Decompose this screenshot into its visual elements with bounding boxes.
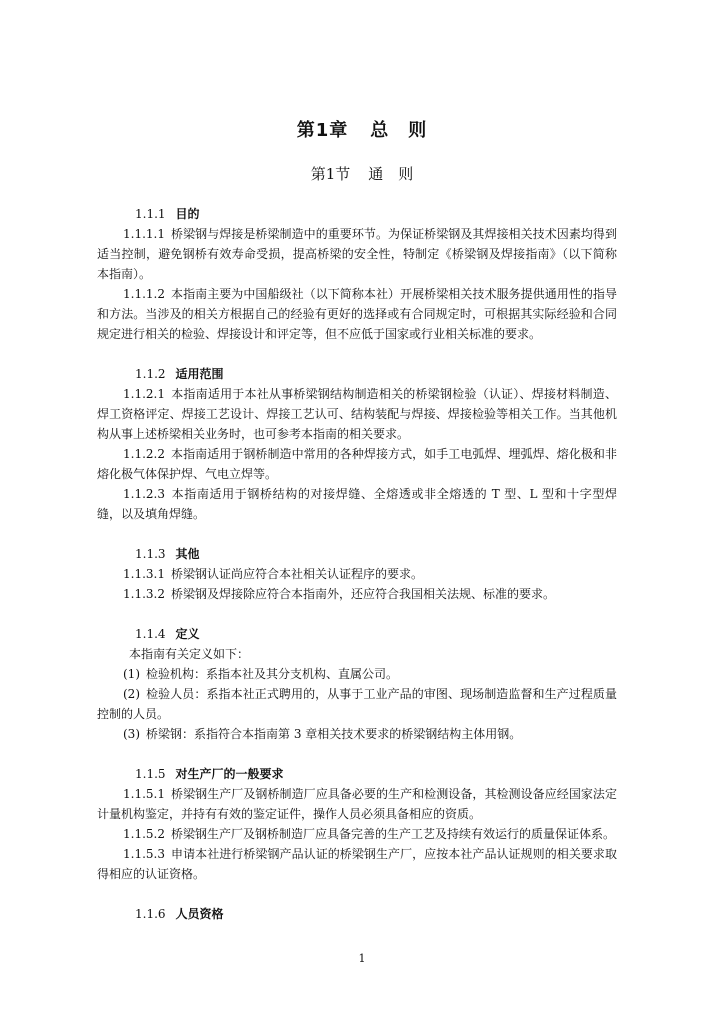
- clause-number: (2): [123, 687, 140, 701]
- clause-number: 1.1.3.2: [123, 587, 165, 601]
- block-spacer: [97, 524, 617, 544]
- clause-number: 1.1.2.3: [123, 487, 165, 501]
- clause-heading: [97, 364, 617, 384]
- clause-paragraph: [97, 724, 617, 744]
- clause-text: 检验人员：系指本社正式聘用的，从事于工业产品的审图、现场制造监督和生产过程质量控制的人员。: [97, 687, 617, 721]
- clause-paragraph: [97, 584, 617, 604]
- clause-text: 本指南主要为中国船级社（以下简称本社）开展桥梁相关技术服务提供通用性的指导和方法。当涉及的相关方根据自己的经验有更好的选择或有合同规定时，可根据其实际经验和合同规定进行相关的检验、焊接设计和评定等，但不应低于国家或行业相关标准的要求。: [97, 287, 617, 341]
- clause-number: 1.1.2.1: [123, 387, 165, 401]
- clause-paragraph: [97, 384, 617, 444]
- clause-heading-title: 其他: [175, 547, 200, 561]
- clause-paragraph: [97, 824, 617, 844]
- clause-text: 本指南适用于钢桥结构的对接焊缝、全熔透或非全熔透的 T 型、L 型和十字型焊缝，以及填角焊缝。: [97, 487, 617, 521]
- clause-heading: [97, 764, 617, 784]
- clause-heading-title: 目的: [175, 207, 200, 221]
- clause-heading: [97, 624, 617, 644]
- clause-heading-number: 1.1.3: [135, 547, 166, 561]
- clause-heading-title: 人员资格: [175, 907, 224, 921]
- clause-heading-number: 1.1.6: [135, 907, 166, 921]
- clause-number: 1.1.5.2: [123, 827, 165, 841]
- clause-number: 1.1.5.3: [123, 847, 165, 861]
- clause-paragraph: [97, 284, 617, 344]
- clause-text: 桥梁钢认证尚应符合本社相关认证程序的要求。: [170, 567, 423, 581]
- clause-text: 桥梁钢及焊接除应符合本指南外，还应符合我国相关法规、标准的要求。: [170, 587, 555, 601]
- clause-heading-number: 1.1.2: [135, 367, 166, 381]
- chapter-name: 总 则: [370, 120, 428, 141]
- clause-text: 桥梁钢生产厂及钢桥制造厂应具备完善的生产工艺及持续有效运行的质量保证体系。: [170, 827, 615, 841]
- clause-text: 申请本社进行桥梁钢产品认证的桥梁钢生产厂，应按本社产品认证规则的相关要求取得相应的认证资格。: [97, 847, 617, 881]
- block-spacer: [97, 884, 617, 904]
- clause-heading-title: 定义: [175, 627, 200, 641]
- clause-number: (3): [123, 727, 140, 741]
- clause-paragraph: [97, 564, 617, 584]
- block-spacer: [97, 744, 617, 764]
- clause-heading-title: 适用范围: [175, 367, 224, 381]
- document-body: [97, 204, 617, 924]
- clause-heading-title: 对生产厂的一般要求: [175, 767, 284, 781]
- section-title: [0, 163, 724, 184]
- clause-number: 1.1.1.1: [123, 227, 165, 241]
- clause-heading-number: 1.1.1: [135, 207, 166, 221]
- clause-paragraph: [97, 784, 617, 824]
- clause-text: 桥梁钢生产厂及钢桥制造厂应具备必要的生产和检测设备，其检测设备应经国家法定计量机构鉴定，并持有有效的鉴定证件，操作人员必须具备相应的资质。: [97, 787, 617, 821]
- clause-heading: [97, 904, 617, 924]
- block-spacer: [97, 344, 617, 364]
- clause-heading: [97, 544, 617, 564]
- block-spacer: [97, 604, 617, 624]
- section-name: 通 则: [368, 165, 414, 183]
- chapter-title: [0, 116, 724, 142]
- clause-text: 本指南适用于本社从事桥梁钢结构制造相关的桥梁钢检验（认证）、焊接材料制造、焊工资格评定、焊接工艺设计、焊接工艺认可、结构装配与焊接、焊接检验等相关工作。当其他机构从事上述桥梁相关业务时，也可参考本指南的相关要求。: [97, 387, 617, 441]
- clause-number: (1): [123, 667, 140, 681]
- clause-paragraph: [97, 844, 617, 884]
- clause-paragraph: [97, 644, 617, 664]
- clause-text: 检验机构：系指本社及其分支机构、直属公司。: [146, 667, 399, 681]
- clause-paragraph: [97, 684, 617, 724]
- clause-number: 1.1.3.1: [123, 567, 165, 581]
- clause-text: 桥梁钢：系指符合本指南第 3 章相关技术要求的桥梁钢结构主体用钢。: [146, 727, 522, 741]
- clause-paragraph: [97, 444, 617, 484]
- clause-paragraph: [97, 664, 617, 684]
- clause-text: 本指南有关定义如下：: [129, 647, 250, 661]
- clause-paragraph: [97, 484, 617, 524]
- clause-number: 1.1.1.2: [123, 287, 165, 301]
- clause-heading: [97, 204, 617, 224]
- clause-paragraph: [97, 224, 617, 284]
- clause-heading-number: 1.1.5: [135, 767, 166, 781]
- clause-text: 桥梁钢与焊接是桥梁制造中的重要环节。为保证桥梁钢及其焊接相关技术因素均得到适当控制，避免钢桥有效寿命受损，提高桥梁的安全性，特制定《桥梁钢及焊接指南》（以下简称本指南）。: [97, 227, 617, 281]
- page-number: 1: [358, 952, 366, 965]
- section-number: 第1节: [310, 165, 351, 183]
- chapter-number: 第1章: [296, 120, 349, 141]
- clause-text: 本指南适用于钢桥制造中常用的各种焊接方式，如手工电弧焊、埋弧焊、熔化极和非熔化极气体保护焊、气电立焊等。: [97, 447, 617, 481]
- clause-number: 1.1.2.2: [123, 447, 165, 461]
- clause-heading-number: 1.1.4: [135, 627, 166, 641]
- clause-number: 1.1.5.1: [123, 787, 165, 801]
